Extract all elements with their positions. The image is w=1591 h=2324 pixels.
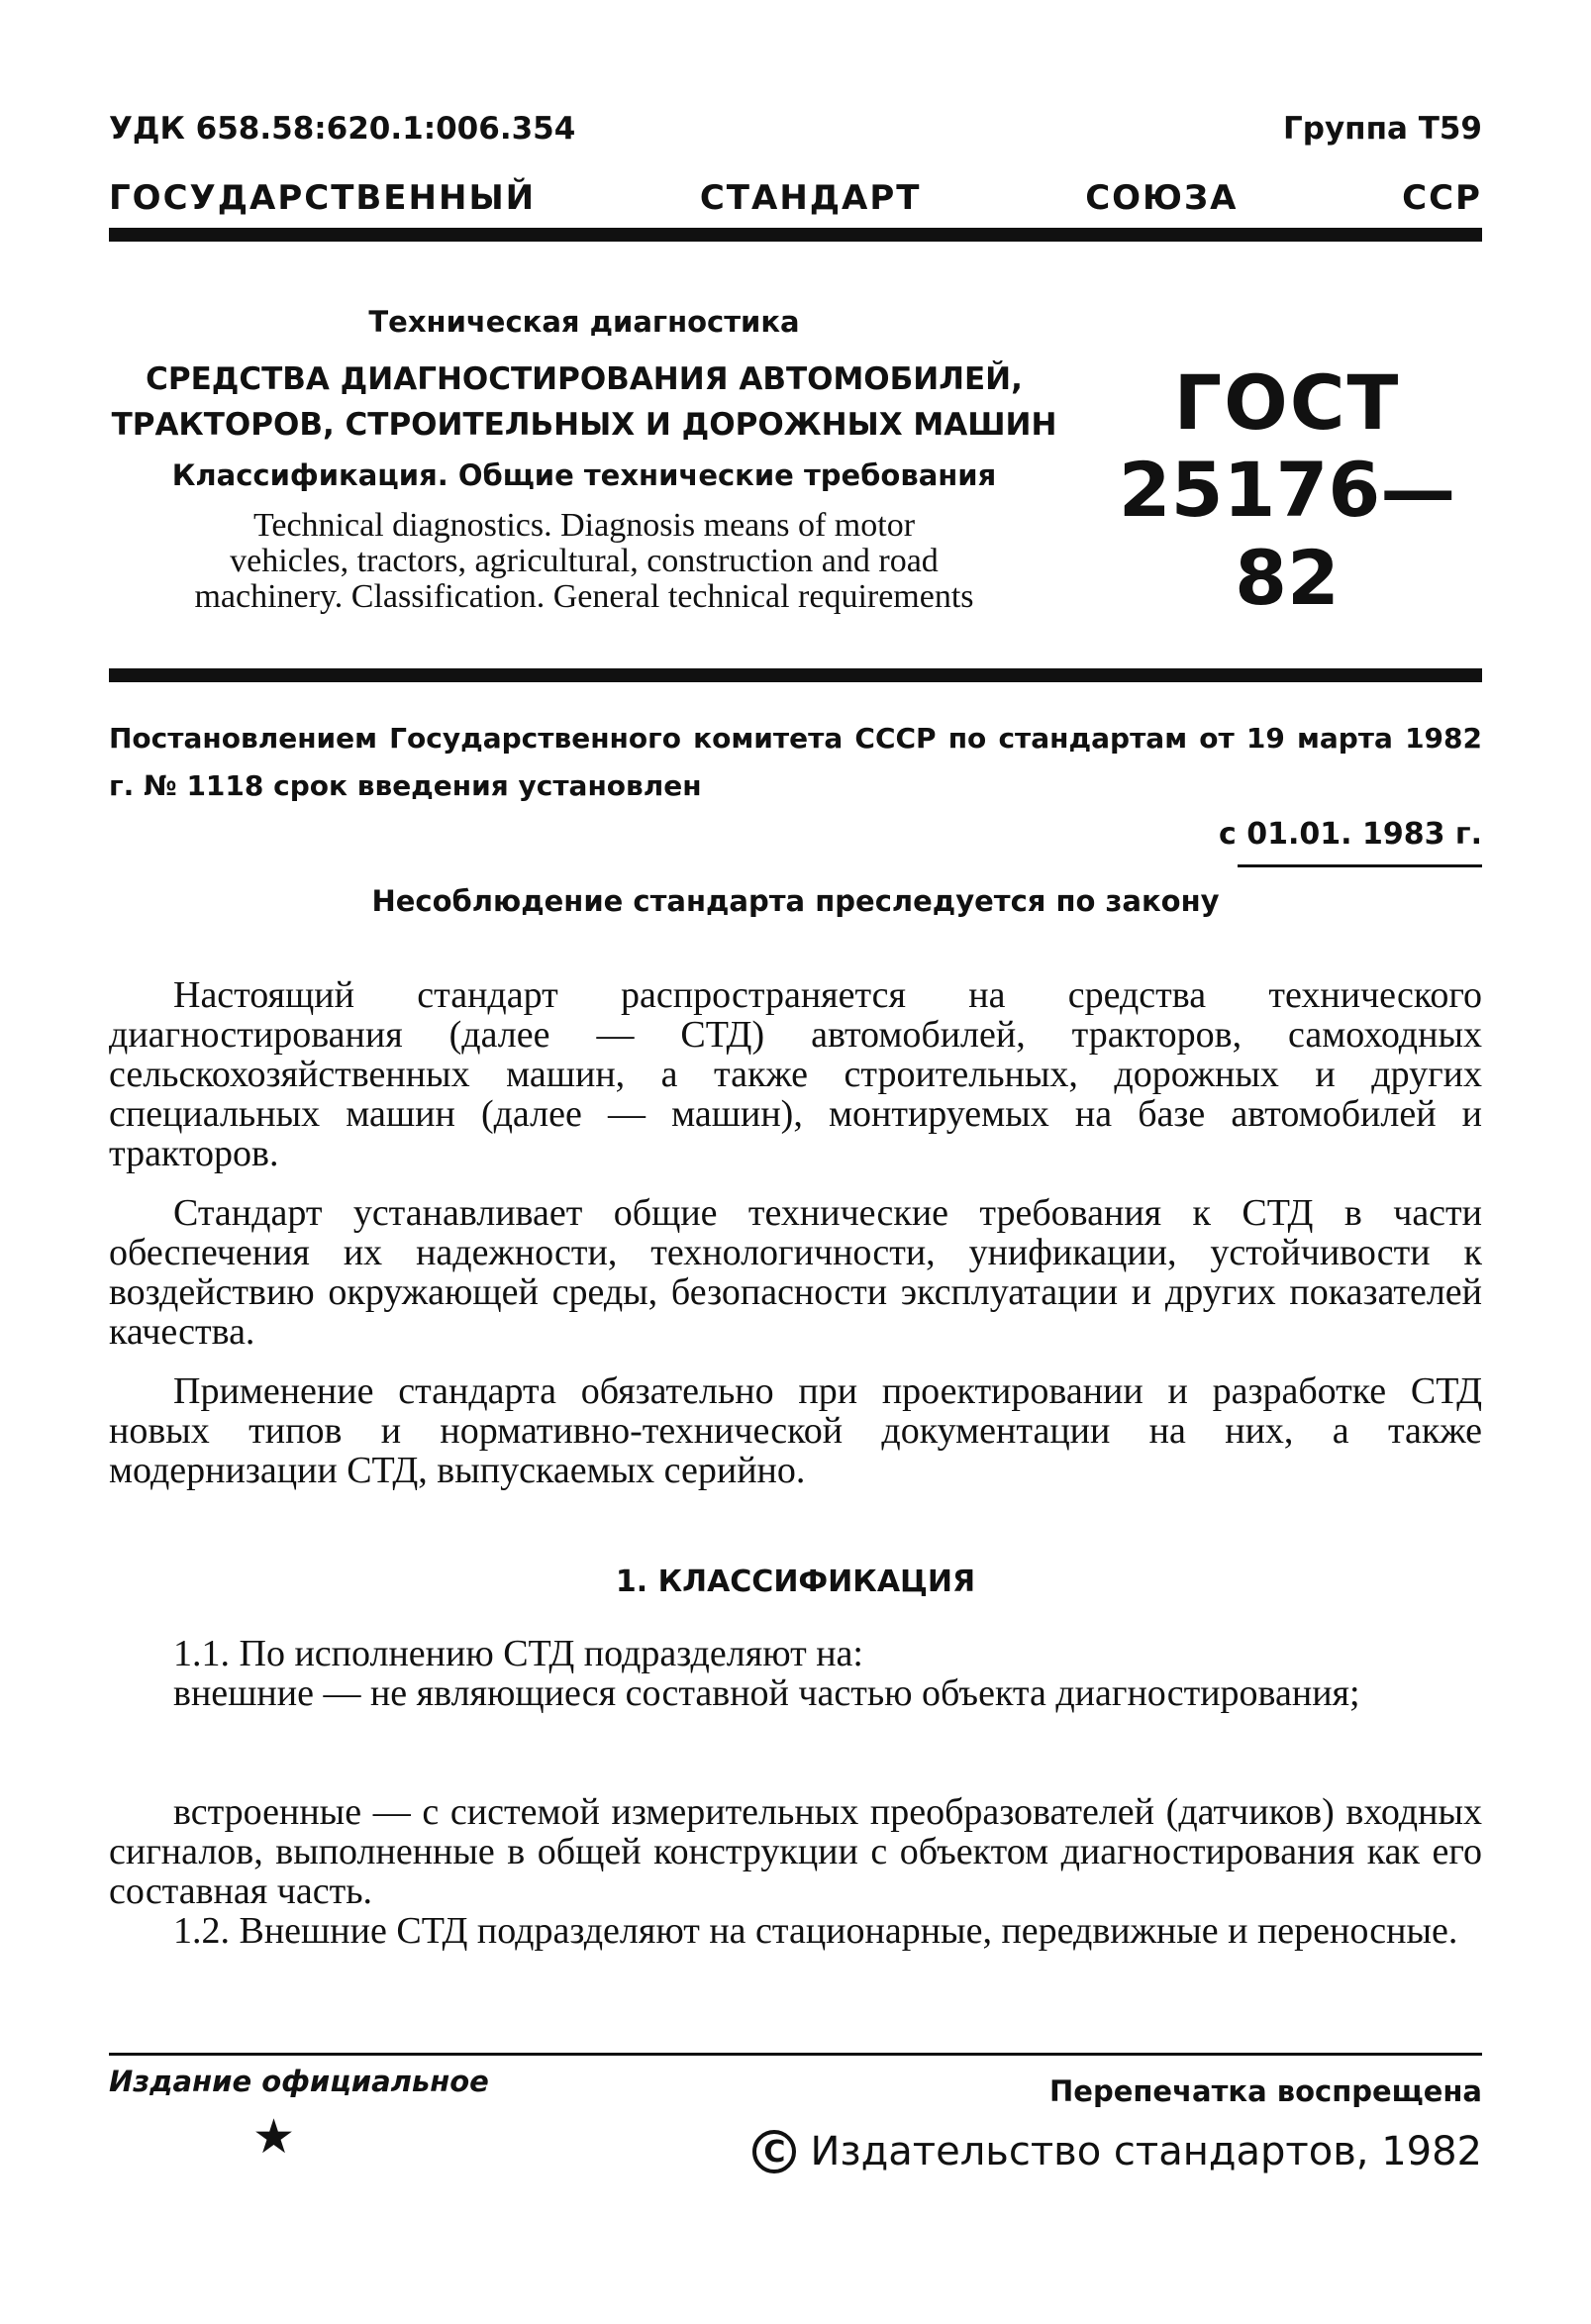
intro-paragraph: Применение стандарта обязательно при проектировании и разработке СТД новых типов и нормативно-технической документации на них, а также модернизации СТД, выпускаемых серийно. — [109, 1370, 1482, 1491]
edition-label: Издание официальное — [109, 2065, 489, 2098]
state-standard-word: СОЮЗА — [1085, 178, 1239, 218]
decree-text: Постановлением Государственного комитета СССР по стандартам от 19 марта 1982 г. № 1118 срок введения установлен — [109, 722, 1482, 802]
state-standard-heading — [109, 178, 1482, 218]
clause-1-1-external: внешние — не являющиеся составной частью объекта диагностирования; — [173, 1672, 1360, 1714]
title-line: СРЕДСТВА ДИАГНОСТИРОВАНИЯ АВТОМОБИЛЕЙ, — [146, 361, 1023, 397]
document-title — [109, 356, 1059, 448]
publisher-name: Издательство стандартов, 1982 — [810, 2129, 1482, 2174]
effective-date-underline — [1238, 864, 1482, 867]
law-notice: Несоблюдение стандарта преследуется по закону — [371, 884, 1220, 918]
english-title — [109, 508, 1059, 615]
document-subtitle: Техническая диагностика — [368, 305, 800, 339]
effective-date: с 01.01. 1983 г. — [1219, 817, 1482, 852]
intro-paragraph: Стандарт устанавливает общие технические требования к СТД в части обеспечения их надежности, технологичности, унификации, устойчивости к воздействию окружающей среды, безопасности эксплуатации и других показателей качества. — [109, 1192, 1482, 1353]
state-standard-word: ССР — [1402, 178, 1482, 218]
english-title-line: machinery. Classification. General technical requirements — [194, 578, 974, 615]
footer-divider — [109, 2053, 1482, 2056]
title-line: ТРАКТОРОВ, СТРОИТЕЛЬНЫХ И ДОРОЖНЫХ МАШИН — [111, 407, 1057, 443]
copyright-icon: C — [752, 2130, 796, 2173]
publisher-line — [752, 2129, 1482, 2174]
udk-code: УДК 658.58:620.1:006.354 — [109, 111, 576, 147]
state-standard-word: ГОСУДАРСТВЕННЫЙ — [109, 178, 537, 218]
english-title-line: vehicles, tractors, agricultural, construction and road — [230, 543, 939, 579]
header-divider — [109, 228, 1482, 242]
english-title-line: Technical diagnostics. Diagnosis means of motor — [252, 507, 916, 544]
clause-1-2: 1.2. Внешние СТД подразделяют на стационарные, передвижные и переносные. — [173, 1910, 1458, 1952]
classification-subtitle: Классификация. Общие технические требования — [171, 458, 997, 492]
gost-number: 25176—82 — [1118, 446, 1456, 622]
gost-label: ГОСТ — [1173, 358, 1401, 447]
group-code: Группа Т59 — [1283, 111, 1482, 147]
clause-1-1: 1.1. По исполнению СТД подразделяют на: — [173, 1633, 863, 1674]
clause-1-1-embedded: встроенные — с системой измерительных преобразователей (датчиков) входных сигналов, выполненные в общей конструкции с объектом диагностирования как его составная часть. — [109, 1791, 1482, 1912]
state-standard-word: СТАНДАРТ — [699, 178, 922, 218]
section-heading: 1. КЛАССИФИКАЦИЯ — [615, 1565, 976, 1599]
reprint-notice: Перепечатка воспрещена — [1049, 2074, 1482, 2108]
title-divider — [109, 668, 1482, 682]
star-icon: ★ — [252, 2109, 296, 2165]
intro-paragraph: Настоящий стандарт распространяется на средства технического диагностирования (далее — СТД) автомобилей, тракторов, самоходных сельскохозяйственных машин, а также строительных, дорожных и других специальных машин (далее — машин), монтируемых на базе автомобилей и тракторов. — [109, 974, 1482, 1174]
